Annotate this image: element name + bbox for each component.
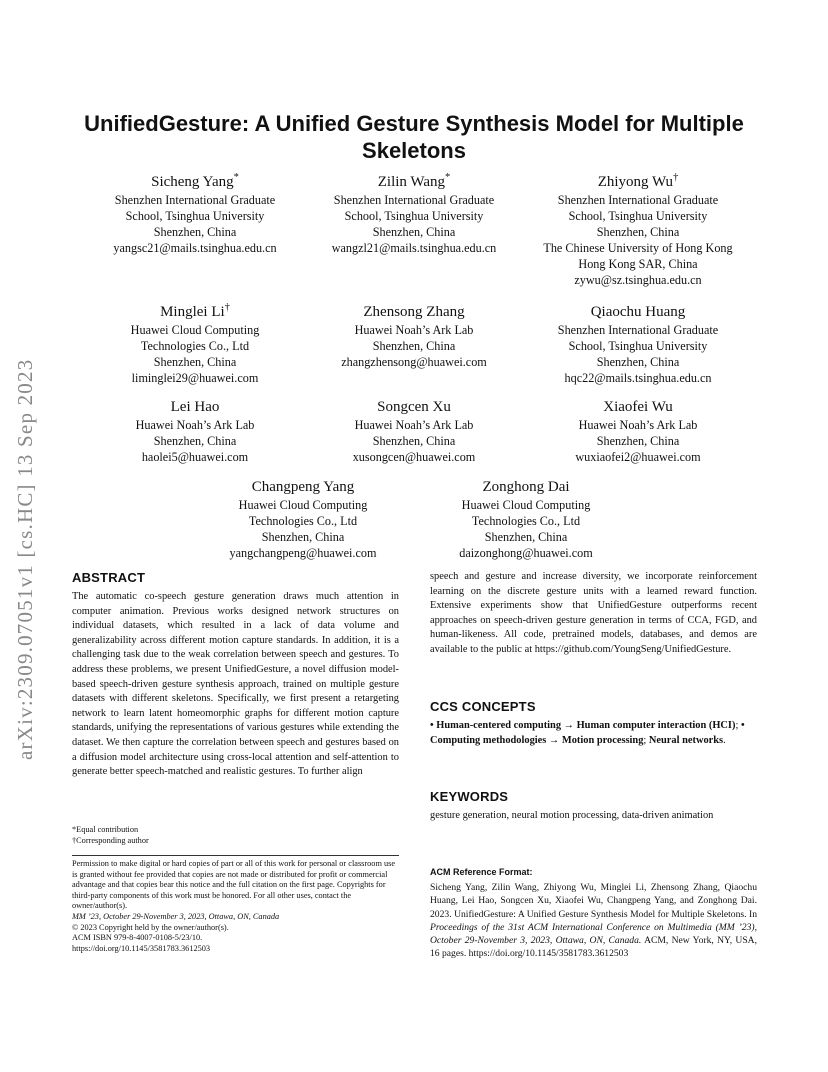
title-line-1: UnifiedGesture: A Unified Gesture Synthesis Model for Multiple (84, 111, 744, 136)
ccs-concept-1: • Human-centered computing → Human computer interaction (HCI) (430, 720, 736, 731)
author-block: Minglei Li† Huawei Cloud Computing Technologies Co., Ltd Shenzhen, China liminglei29@huawei.com (80, 302, 310, 386)
paper-title (60, 110, 768, 164)
abstract-text-left: The automatic co-speech gesture generation draws much attention in computer animation. Previous works designed network structures on individual datasets, which resulted in a lack of data volume and generalizability across different motion capture standards. In addition, it is a challenging task due to the weak correlation between speech and gestures. To address these problems, we present UnifiedGesture, a novel diffusion model-based speech-driven gesture synthesis approach, trained on multiple gesture datasets with different skeletons. Specifically, we first present a retargeting network to learn latent homeomorphic graphs for different motion capture standards, unifying the representations of various gestures while extending the dataset. We then capture the correlation between speech and gestures based on a diffusion model architecture using cross-local attention and self-attention to generate better speech-matched and realistic gestures. To further align (72, 591, 399, 778)
author-block: Zonghong Dai Huawei Cloud Computing Technologies Co., Ltd Shenzhen, China daizonghong@huawei.com (411, 477, 641, 561)
reference-tail: ACM, New York, NY, USA, 16 pages. https://doi.org/10.1145/3581783.3612503 (430, 935, 757, 960)
author-block: Qiaochu Huang Shenzhen International Graduate School, Tsinghua University Shenzhen, China hqc22@mails.tsinghua.edu.cn (518, 302, 758, 386)
author-block: Sicheng Yang* Shenzhen International Graduate School, Tsinghua University Shenzhen, China yangsc21@mails.tsinghua.edu.cn (80, 172, 310, 256)
author-name: Lei Hao (170, 399, 220, 415)
ccs-concept-3: Neural networks (648, 734, 724, 746)
author-name: Xiaofei Wu (603, 399, 673, 415)
reference-authors: Sicheng Yang, Zilin Wang, Zhiyong Wu, Minglei Li, Zhensong Zhang, Qiaochu Huang, Lei Hao, Songcen Xu, Xiaofei Wu, Changpeng Yang, and Zonghong Dai. 2023. UnifiedGesture: A Unified Gesture Synthesis Model for Multiple Skeletons. In (430, 882, 757, 920)
footnote-rule (72, 855, 399, 856)
author-name: Changpeng Yang (251, 479, 355, 495)
isbn-line: ACM ISBN 979-8-4007-0108-5/23/10. (72, 933, 203, 943)
conference-line: MM ’23, October 29-November 3, 2023, Ottawa, ON, Canada (72, 911, 280, 921)
footnote-corresponding: †Corresponding author (72, 835, 149, 845)
abstract-heading: ABSTRACT (72, 570, 146, 585)
abstract-text-right: speech and gesture and increase diversity, we incorporate reinforcement learning on the discrete gesture units with a learned reward function. Extensive experiments show that UnifiedGesture outperforms recent approaches on speech-driven gesture generation in terms of CCA, FGD, and human-likeness. All code, pretrained models, databases, and demos are available to the public at https://github.com/YoungSeng/UnifiedGesture. (430, 571, 757, 655)
acm-reference (430, 866, 757, 960)
author-block: Zilin Wang* Shenzhen International Graduate School, Tsinghua University Shenzhen, China wangzl21@mails.tsinghua.edu.cn (299, 172, 529, 256)
ccs-concept-2: • Computing methodologies → Motion processing (430, 720, 745, 746)
copyright-line: © 2023 Copyright held by the owner/author(s). (72, 922, 229, 932)
author-block: Lei Hao Huawei Noah’s Ark Lab Shenzhen, China haolei5@huawei.com (80, 397, 310, 465)
author-block: Xiaofei Wu Huawei Noah’s Ark Lab Shenzhen, China wuxiaofei2@huawei.com (518, 397, 758, 465)
author-name: Minglei Li† (160, 302, 230, 320)
footnote-equal: *Equal contribution (72, 825, 139, 834)
author-name: Zonghong Dai (482, 479, 570, 495)
title-line-2: Skeletons (362, 138, 466, 163)
author-name: Zilin Wang* (377, 172, 451, 190)
author-name: Zhensong Zhang (363, 304, 465, 320)
keywords-text: gesture generation, neural motion processing, data-driven animation (430, 810, 714, 821)
author-name: Songcen Xu (377, 399, 451, 415)
author-block: Zhiyong Wu† Shenzhen International Graduate School, Tsinghua University Shenzhen, China The Chinese University of Hong Kong Hong Kong SAR, China zywu@sz.tsinghua.edu.cn (518, 172, 758, 288)
arxiv-stamp: arXiv:2309.07051v1 [cs.HC] 13 Sep 2023 (13, 358, 37, 760)
author-name: Zhiyong Wu† (597, 172, 679, 190)
doi-line: https://doi.org/10.1145/3581783.3612503 (72, 943, 211, 953)
permission-block (72, 859, 399, 954)
reference-venue: Proceedings of the 31st ACM International Conference on Multimedia (MM ’23), October 29-November 3, 2023, Ottawa, ON, Canada. (430, 921, 757, 947)
author-block: Changpeng Yang Huawei Cloud Computing Technologies Co., Ltd Shenzhen, China yangchangpeng@huawei.com (188, 477, 418, 561)
footnotes (72, 825, 399, 846)
reference-heading: ACM Reference Format: (430, 867, 533, 877)
author-name: Qiaochu Huang (590, 304, 686, 320)
permission-text: Permission to make digital or hard copies of part or all of this work for personal or classroom use is granted without fee provided that copies are not made or distributed for profit or commercial advantage and that copies bear this notice and the full citation on the first page. Copyrights for third-party components of this work must be honored. For all other uses, contact the owner/author(s). (72, 859, 396, 911)
ccs-text: • Human-centered computing → Human computer interaction (HCI); • Computing methodologies → Motion processing; Neural networks. (430, 720, 745, 746)
keywords-heading: KEYWORDS (430, 789, 509, 804)
ccs-heading: CCS CONCEPTS (430, 699, 536, 714)
author-block: Songcen Xu Huawei Noah’s Ark Lab Shenzhen, China xusongcen@huawei.com (299, 397, 529, 465)
author-name: Sicheng Yang* (151, 172, 239, 190)
author-block: Zhensong Zhang Huawei Noah’s Ark Lab Shenzhen, China zhangzhensong@huawei.com (299, 302, 529, 370)
